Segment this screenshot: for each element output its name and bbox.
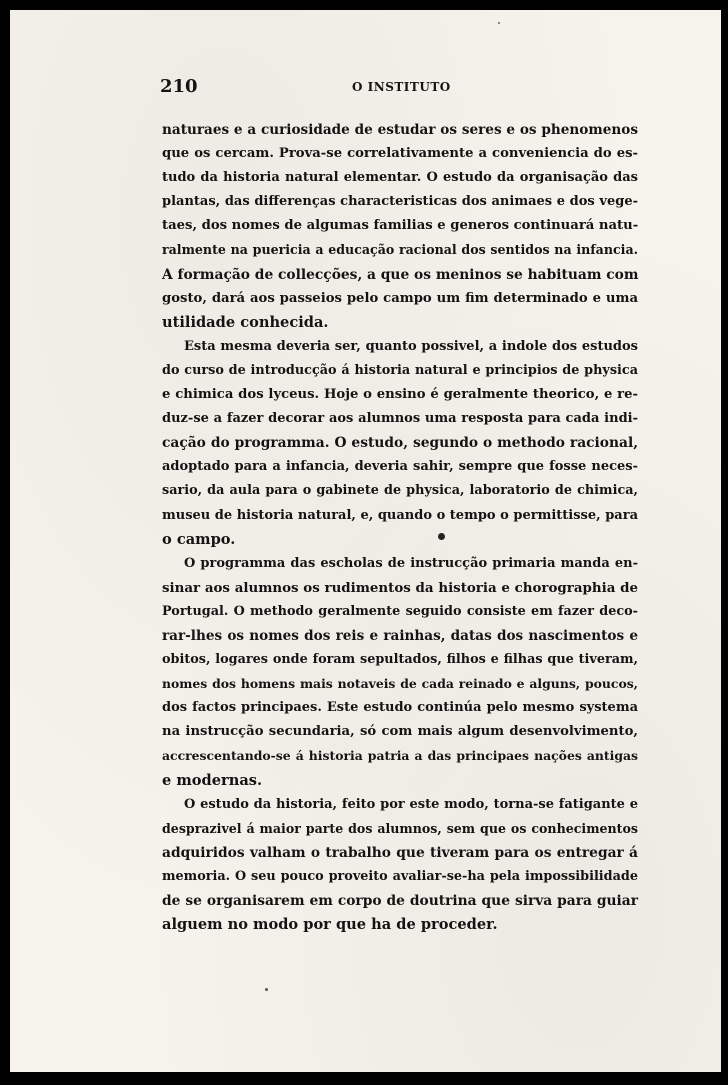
- text-line: duz-se a fazer decorar aos alumnos uma resposta para cada indi-: [162, 411, 638, 427]
- text-line: tudo da historia natural elementar. O estudo da organisação das: [162, 170, 638, 186]
- text-line: accrescentando-se á historia patria a das principaes nações antigas: [162, 748, 638, 764]
- text-line: obitos, logares onde foram sepultados, filhos e filhas que tiveram,: [162, 652, 638, 668]
- text-line: adoptado para a infancia, deveria sahir, sempre que fosse neces-: [162, 459, 638, 475]
- text-line: e modernas.: [162, 771, 263, 789]
- text-line: na instrucção secundaria, só com mais algum desenvolvimento,: [162, 724, 638, 740]
- text-line: nomes dos homens mais notaveis de cada reinado e alguns, poucos,: [162, 676, 638, 692]
- text-line: O programma das escholas de instrucção primaria manda en-: [184, 555, 638, 571]
- text-line: o campo.: [162, 530, 236, 548]
- ink-speck: [265, 988, 268, 991]
- book-page: [10, 10, 721, 1072]
- body-text: [162, 118, 638, 937]
- ink-speck: [438, 533, 445, 540]
- paragraph-3: [162, 552, 638, 793]
- text-line: gosto, dará aos passeios pelo campo um fim determinado e uma: [162, 290, 638, 306]
- text-line: e chimica dos lyceus. Hoje o ensino é geralmente theorico, e re-: [162, 387, 638, 403]
- text-line: taes, dos nomes de algumas familias e generos continuará natu-: [162, 218, 639, 234]
- page-number: 210: [160, 76, 198, 97]
- text-line: Portugal. O methodo geralmente seguido consiste em fazer deco-: [162, 603, 638, 619]
- text-line: desprazivel á maior parte dos alumnos, sem que os conhecimentos: [162, 820, 638, 836]
- text-line: sario, da aula para o gabinete de physica, laboratorio de chimica,: [162, 483, 638, 499]
- text-line: museu de historia natural, e, quando o tempo o permittisse, para: [162, 507, 638, 523]
- paragraph-2: [162, 335, 638, 552]
- text-line: rar-lhes os nomes dos reis e rainhas, datas dos nascimentos e: [162, 627, 638, 644]
- text-line: utilidade conhecida.: [162, 313, 329, 331]
- text-line: naturaes e a curiosidade de estudar os seres e os phenomenos: [162, 122, 638, 138]
- text-line: dos factos principaes. Este estudo continúa pelo mesmo systema: [162, 700, 638, 716]
- running-title: O INSTITUTO: [352, 80, 451, 94]
- text-line: cação do programma. O estudo, segundo o methodo racional,: [162, 435, 638, 452]
- text-line: sinar aos alumnos os rudimentos da historia e chorographia de: [162, 579, 638, 596]
- text-line: O estudo da historia, feito por este modo, torna-se fatigante e: [184, 796, 638, 812]
- text-line: Esta mesma deveria ser, quanto possivel, a indole dos estudos: [184, 338, 638, 354]
- text-line: A formação de collecções, a que os meninos se habituam com: [162, 266, 639, 283]
- ink-speck: [498, 22, 500, 24]
- text-line: alguem no modo por que ha de proceder.: [162, 916, 498, 934]
- paragraph-4: [162, 793, 638, 938]
- text-line: que os cercam. Prova-se correlativamente a conveniencia do es-: [162, 146, 638, 162]
- text-line: adquiridos valham o trabalho que tiveram para os entregar á: [162, 844, 638, 861]
- text-line: plantas, das differenças characteristicas dos animaes e dos vege-: [162, 194, 638, 210]
- text-line: memoria. O seu pouco proveito avaliar-se-ha pela impossibilidade: [162, 868, 638, 884]
- paragraph-1: [162, 118, 638, 335]
- text-line: do curso de introducção á historia natural e principios de physica: [162, 362, 638, 378]
- text-line: de se organisarem em corpo de doutrina que sirva para guiar: [162, 893, 638, 909]
- page-header: [160, 72, 630, 102]
- text-line: ralmente na puericia a educação racional dos sentidos na infancia.: [162, 242, 638, 258]
